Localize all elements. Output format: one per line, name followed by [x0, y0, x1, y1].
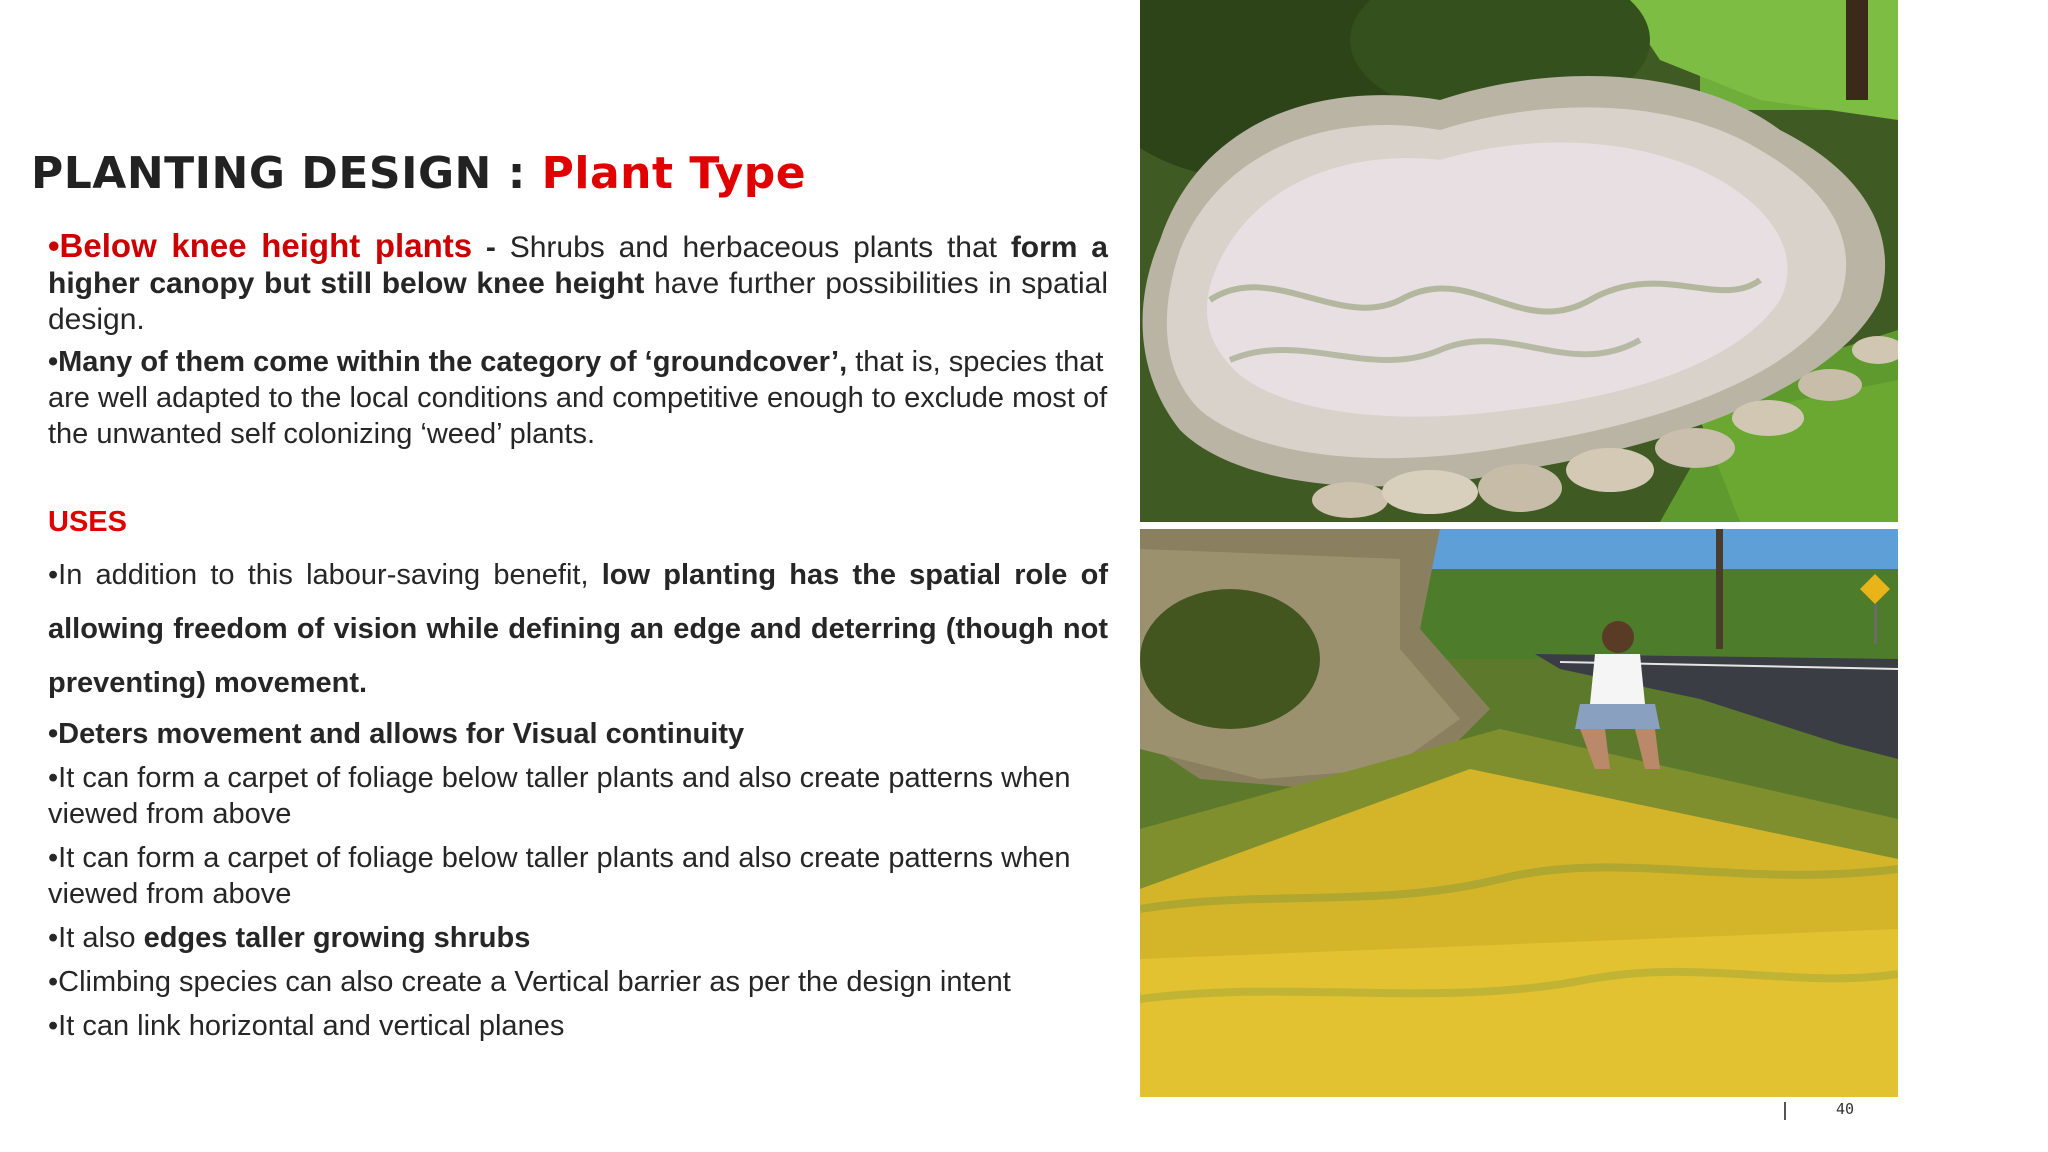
- uses-item-1: [48, 548, 1108, 710]
- intro-bold-1: form a higher canopy but still below knee height: [48, 231, 1108, 300]
- uses-heading: USES: [48, 506, 127, 538]
- uses-item-7: •It can link horizontal and vertical planes: [48, 1010, 565, 1042]
- uses-item-2: [48, 716, 1108, 752]
- uses-item-5: [48, 920, 1108, 956]
- intro-paragraph-1: [48, 228, 1108, 338]
- uses-item-5-bold: edges taller growing shrubs: [143, 922, 531, 954]
- intro-text-3: that is, species that are well adapted to the local conditions and competitive enough to exclude most of the unwanted self colonizing ‘weed’ plants.: [48, 346, 1108, 450]
- uses-item-1-text: •In addition to this labour-saving benefit,: [48, 559, 602, 591]
- groundcover-roadside-photo: [1140, 529, 1898, 1097]
- page-number: 40: [1836, 1100, 1855, 1118]
- uses-item-6: •Climbing species can also create a Vertical barrier as per the design intent: [48, 966, 1011, 998]
- slide-title-accent: Plant Type: [541, 148, 807, 199]
- intro-dash: -: [472, 231, 510, 264]
- intro-bold-2: •Many of them come within the category of ‘groundcover’,: [48, 346, 848, 378]
- uses-item-5-text: •It also: [48, 922, 144, 954]
- slide-title: [31, 148, 806, 199]
- intro-lead: •Below knee height plants: [48, 227, 473, 264]
- shrub-border-photo: [1140, 0, 1898, 522]
- intro-text-2: have further possibilities in spatial design.: [48, 267, 1108, 336]
- uses-item-1-bold: low planting has the spatial role of allowing freedom of vision while defining an edge and deterring (though not preventing) movement.: [48, 559, 1109, 699]
- intro-paragraph-2: [48, 344, 1108, 452]
- uses-item-3: •It can form a carpet of foliage below taller plants and also create patterns when viewed from above: [48, 762, 1071, 830]
- intro-text-1: Shrubs and herbaceous plants that: [509, 231, 1011, 264]
- uses-item-2-bold: •Deters movement and allows for Visual continuity: [48, 718, 745, 750]
- slide-title-main: PLANTING DESIGN :: [31, 148, 542, 199]
- page-number-divider: [1784, 1102, 1786, 1120]
- intro-section: [48, 228, 1108, 452]
- uses-section: [48, 554, 1108, 1044]
- uses-item-4: •It can form a carpet of foliage below taller plants and also create patterns when viewed from above: [48, 842, 1071, 910]
